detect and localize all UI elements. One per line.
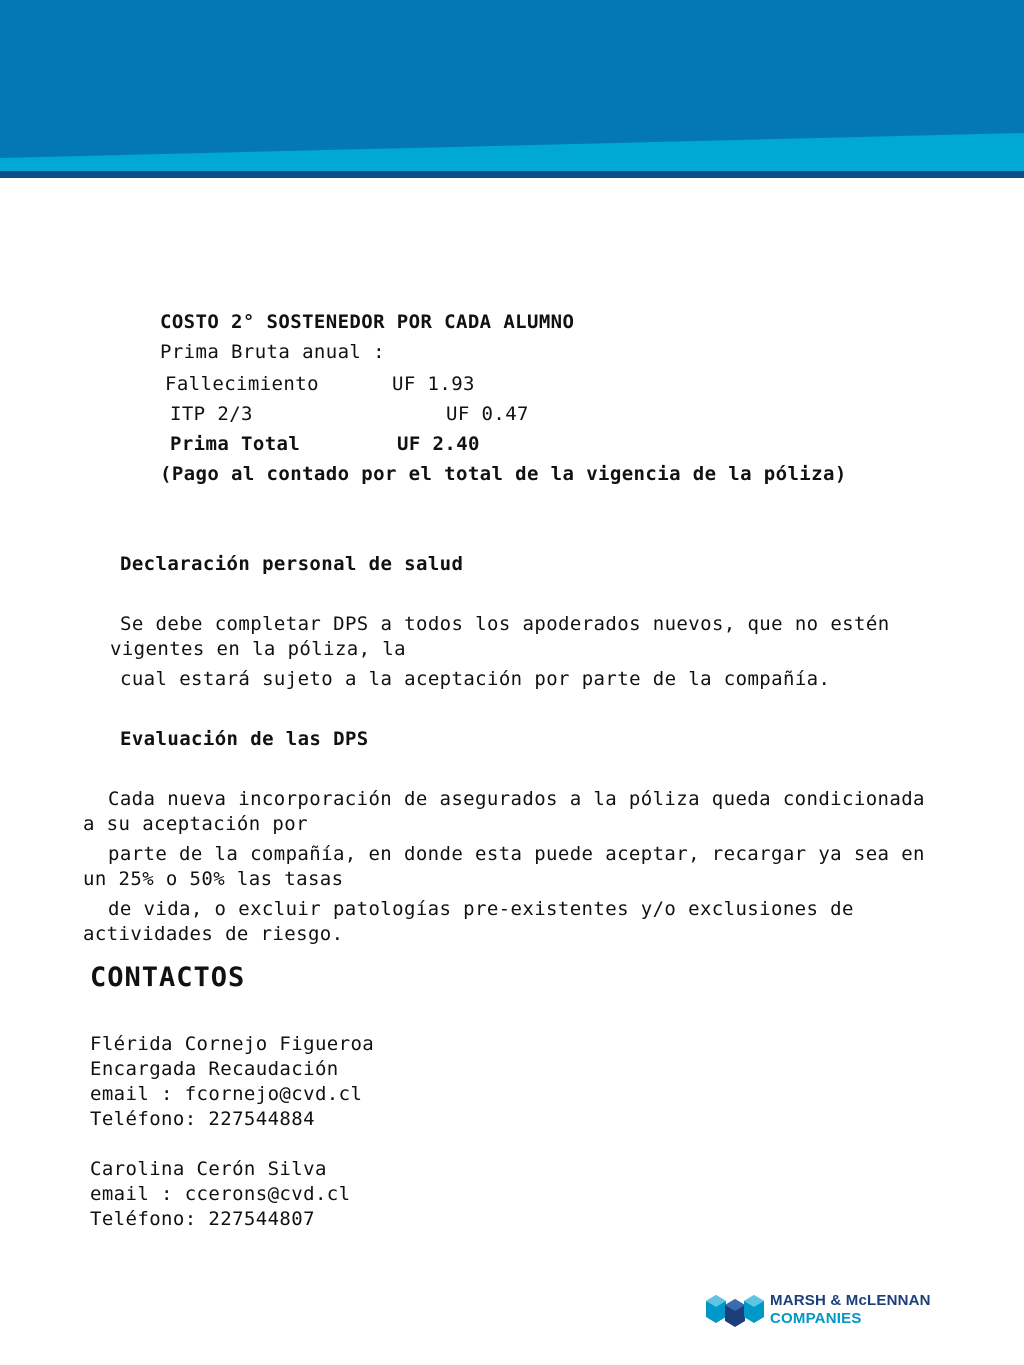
contactos-title: CONTACTOS: [90, 962, 246, 993]
logo-line-1: MARSH & McLENNAN: [770, 1292, 931, 1309]
itp-value: UF 0.47: [446, 403, 529, 425]
mmc-hexagon-logo-icon: [706, 1291, 764, 1331]
contact-2-phone: Teléfono: 227544807: [90, 1208, 315, 1230]
evaluacion-text-line: parte de la compañía, en donde esta puede aceptar, recargar ya sea en: [108, 843, 925, 865]
contact-1-name: Flérida Cornejo Figueroa: [90, 1033, 375, 1055]
contact-2-name: Carolina Cerón Silva: [90, 1158, 327, 1180]
contact-2-email: email : ccerons@cvd.cl: [90, 1183, 351, 1205]
evaluacion-text-line: Cada nueva incorporación de asegurados a la póliza queda condicionada: [108, 788, 925, 810]
dps-text-line: vigentes en la póliza, la: [110, 638, 406, 660]
dps-heading: Declaración personal de salud: [120, 553, 464, 575]
pago-note: (Pago al contado por el total de la vigencia de la póliza): [160, 463, 847, 485]
contact-1-email: email : fcornejo@cvd.cl: [90, 1083, 363, 1105]
contact-1-role: Encargada Recaudación: [90, 1058, 339, 1080]
costo-heading: COSTO 2° SOSTENEDOR POR CADA ALUMNO: [160, 311, 575, 333]
evaluacion-text-line: un 25% o 50% las tasas: [83, 868, 344, 890]
prima-bruta-label: Prima Bruta anual :: [160, 341, 385, 363]
header-banner: [0, 0, 1024, 178]
dps-text-line: cual estará sujeto a la aceptación por parte de la compañía.: [120, 668, 831, 690]
itp-label: ITP 2/3: [170, 403, 253, 425]
fallecimiento-label: Fallecimiento: [165, 373, 319, 395]
prima-total-value: UF 2.40: [397, 433, 480, 455]
fallecimiento-value: UF 1.93: [392, 373, 475, 395]
dps-text-line: Se debe completar DPS a todos los apoderados nuevos, que no estén: [120, 613, 890, 635]
mmc-logo: [706, 1290, 956, 1332]
evaluacion-text-line: actividades de riesgo.: [83, 923, 344, 945]
evaluacion-text-line: a su aceptación por: [83, 813, 308, 835]
logo-line-2: COMPANIES: [770, 1310, 862, 1327]
evaluacion-heading: Evaluación de las DPS: [120, 728, 369, 750]
prima-total-label: Prima Total: [170, 433, 301, 455]
evaluacion-text-line: de vida, o excluir patologías pre-existentes y/o exclusiones de: [108, 898, 854, 920]
contact-1-phone: Teléfono: 227544884: [90, 1108, 315, 1130]
